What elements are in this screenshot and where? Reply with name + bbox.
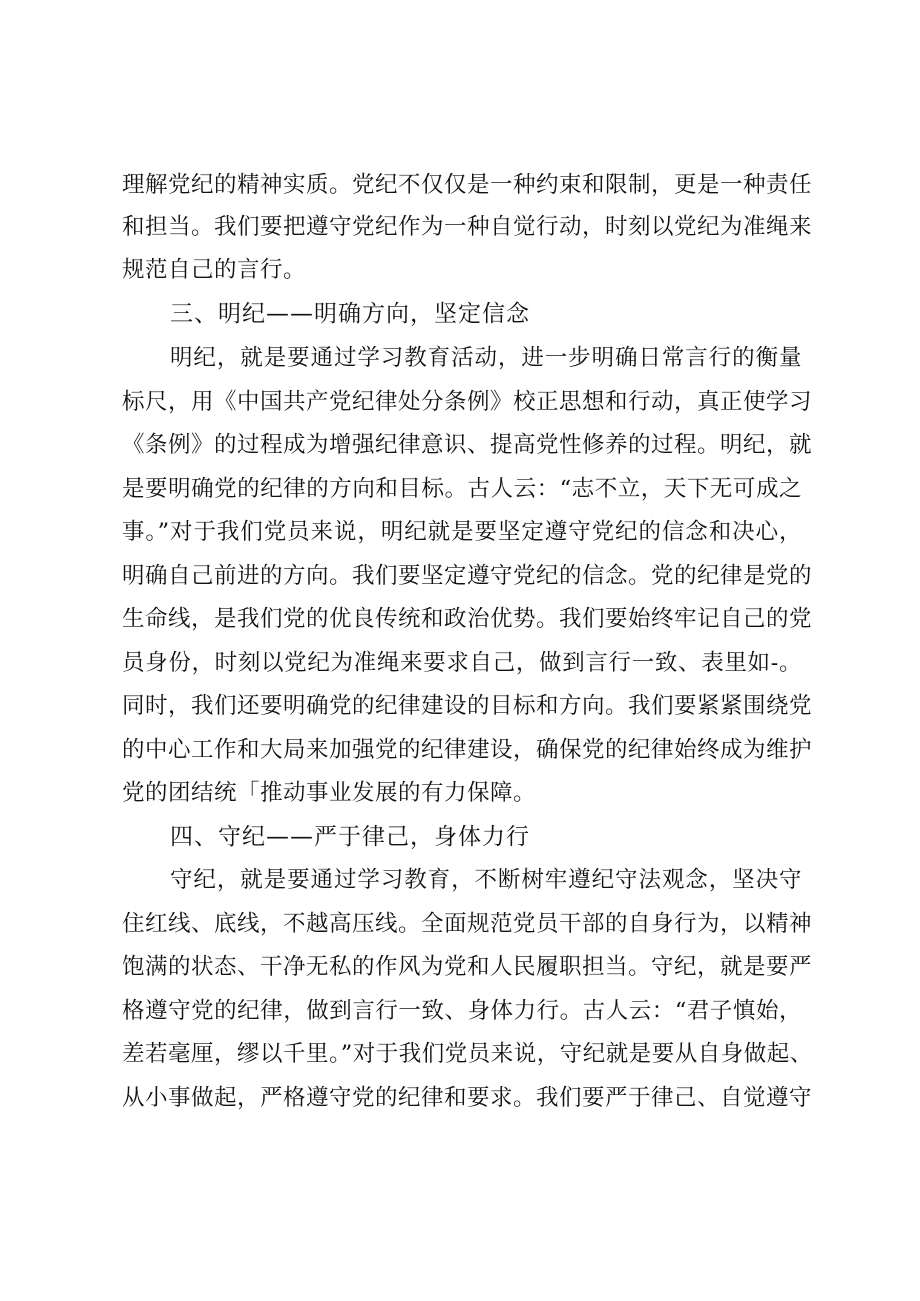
section-three-heading: 三、明纪——明确方向，坚定信念 — [170, 301, 530, 327]
section-three-line-3: 《条例》的过程成为增强纪律意识、提高党性修养的过程。明纪，就 — [122, 432, 813, 458]
section-three-line-9: 同时，我们还要明确党的纪律建设的目标和方向。我们要紧紧围绕党 — [122, 693, 813, 719]
section-three-line-7: 生命线，是我们党的优良传统和政治优势。我们要始终牢记自己的党 — [122, 606, 813, 632]
section-four-heading: 四、守纪——严于律己，身体力行 — [170, 824, 530, 850]
section-three-line-6: 明确自己前进的方向。我们要坚定遵守党纪的信念。党的纪律是党的 — [122, 563, 813, 589]
section-three-line-1: 明纪，就是要通过学习教育活动，进一步明确日常言行的衡量 — [170, 345, 802, 371]
section-three-line-10: 的中心工作和大局来加强党的纪律建设，确保党的纪律始终成为维护 — [122, 737, 813, 763]
section-four-line-2: 住红线、底线，不越高压线。全面规范党员干部的自身行为，以精神 — [122, 911, 813, 937]
section-three-line-5: 事。”对于我们党员来说，明纪就是要坚定遵守党纪的信念和决心， — [122, 519, 802, 545]
section-three-line-8: 员身份，时刻以党纪为准绳来要求自己，做到言行一致、表里如-。 — [122, 650, 802, 676]
section-three-line-4: 是要明确党的纪律的方向和目标。古人云：“志不立，天下无可成之 — [122, 476, 802, 502]
section-four-line-1: 守纪，就是要通过学习教育，不断树牢遵纪守法观念，坚决守 — [170, 867, 802, 893]
section-four-line-5: 差若毫厘，缪以千里。”对于我们党员来说，守纪就是要从自身做起、 — [122, 1041, 813, 1067]
section-three-line-11: 党的团结统「推动事业发展的有力保障。 — [122, 780, 537, 806]
section-four-line-4: 格遵守党的纪律，做到言行一致、身体力行。古人云：“君子慎始， — [122, 998, 802, 1024]
intro-line-1: 理解党纪的精神实质。党纪不仅仅是一种约束和限制，更是一种责任 — [122, 172, 813, 198]
intro-line-2: 和担当。我们要把遵守党纪作为一种自觉行动，时刻以党纪为准绳来 — [122, 214, 813, 240]
section-four-line-3: 饱满的状态、干净无私的作风为党和人民履职担当。守纪，就是要严 — [122, 954, 813, 980]
intro-line-3: 规范自己的言行。 — [122, 257, 307, 283]
section-three-line-2: 标尺，用《中国共产党纪律处分条例》校正思想和行动，真正使学习 — [122, 389, 813, 415]
section-four-line-6: 从小事做起，严格遵守党的纪律和要求。我们要严于律己、自觉遵守 — [122, 1085, 813, 1111]
